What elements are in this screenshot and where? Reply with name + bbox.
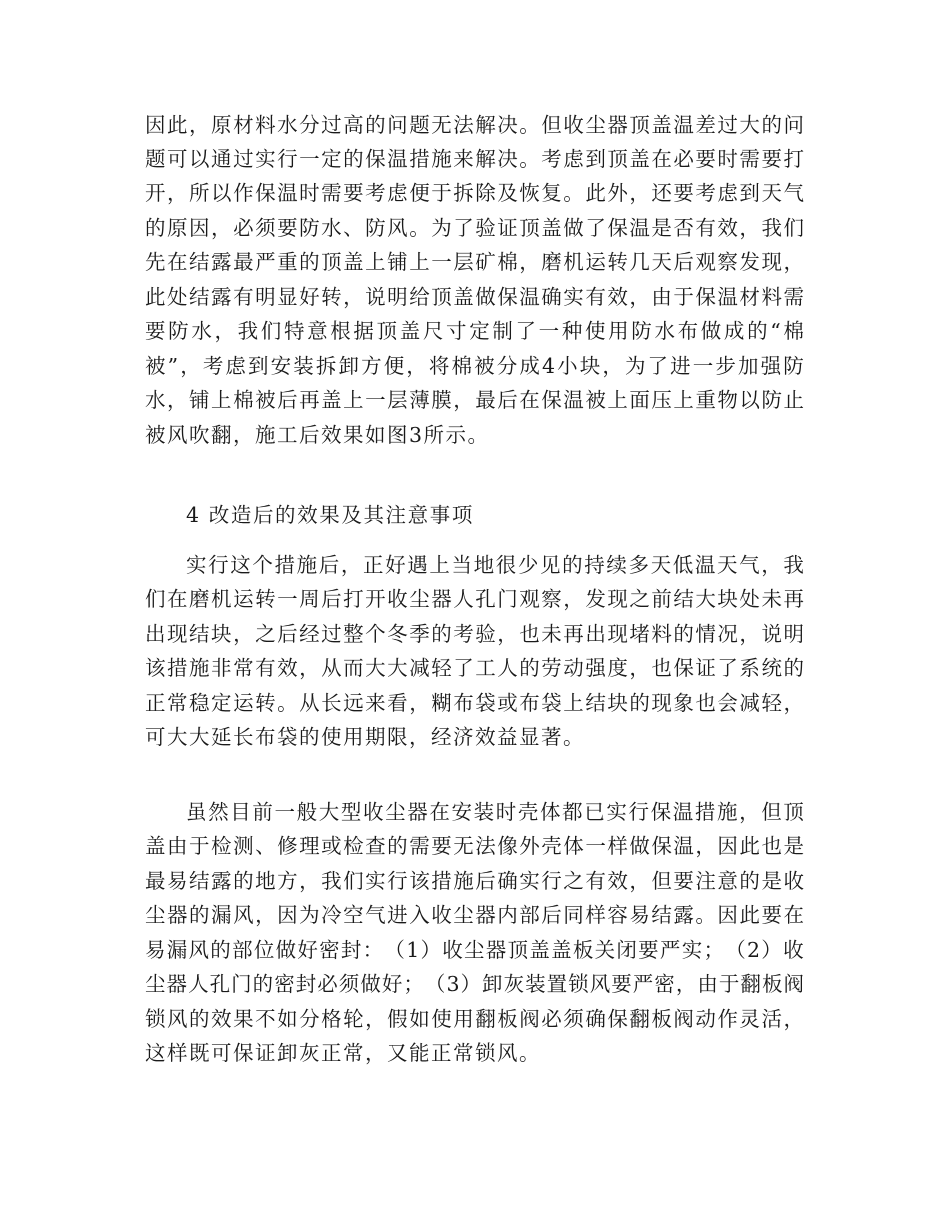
paragraph-1-line-10: 被风吹翻，施工后效果如图3所示。	[145, 423, 490, 447]
paragraph-3-line-1: 虽 然 目 前 一 般 大 型 收 尘 器 在 安 装 时 壳 体 都 已 实 行 保 温 措 施 ， 但 顶	[186, 800, 804, 824]
paragraph-3-line-2: 盖 由 于 检 测 、 修 理 或 检 查 的 需 要 无 法 像 外 壳 体 一 样 做 保 温 ， 因 此 也 是	[145, 834, 804, 858]
paragraph-3-line-6: 尘 器 人 孔 门 的 密 封 必 须 做 好 ； （ 3 ） 卸 灰 装 置 锁 风 要 严 密 ， 由 于 翻 板 阀	[145, 972, 804, 996]
paragraph-3-line-5: 易 漏 风 的 部 位 做 好 密 封 ： （ 1 ） 收 尘 器 顶 盖 盖 板 关 闭 要 严 实 ； （ 2 ） 收	[145, 938, 804, 962]
paragraph-2-line-5: 正 常 稳 定 运 转 。 从 长 远 来 看 ， 糊 布 袋 或 布 袋 上 结 块 的 现 象 也 会 减 轻 ，	[145, 691, 804, 715]
paragraph-2-line-2: 们 在 磨 机 运 转 一 周 后 打 开 收 尘 器 人 孔 门 观 察 ， 发 现 之 前 结 大 块 处 未 再	[145, 587, 804, 611]
paragraph-1-line-4: 的 原 因 ， 必 须 要 防 水 、 防 风 。 为 了 验 证 顶 盖 做 了 保 温 是 否 有 效 ， 我 们	[145, 216, 804, 240]
paragraph-3-line-4: 尘 器 的 漏 风 ， 因 为 冷 空 气 进 入 收 尘 器 内 部 后 同 样 容 易 结 露 。 因 此 要 在	[145, 903, 804, 927]
paragraph-1-line-5: 先 在 结 露 最 严 重 的 顶 盖 上 铺 上 一 层 矿 棉 ， 磨 机 运 转 几 天 后 观 察 发 现 ，	[145, 250, 804, 274]
paragraph-2-line-6: 可大大延长布袋的使用期限，经济效益显著。	[145, 725, 585, 749]
section-heading: 4 改造后的效果及其注意事项	[186, 503, 474, 527]
paragraph-3-line-8: 这样既可保证卸灰正常，又能正常锁风。	[145, 1041, 541, 1065]
paragraph-1-line-7: 要 防 水 ， 我 们 特 意 根 据 顶 盖 尺 寸 定 制 了 一 种 使 用 防 水 布 做 成 的 “ 棉	[145, 319, 804, 343]
paragraph-3-line-7: 锁 风 的 效 果 不 如 分 格 轮 ， 假 如 使 用 翻 板 阀 必 须 确 保 翻 板 阀 动 作 灵 活 ，	[145, 1007, 804, 1031]
paragraph-1-line-1: 因 此 ， 原 材 料 水 分 过 高 的 问 题 无 法 解 决 。 但 收 尘 器 顶 盖 温 差 过 大 的 问	[145, 113, 804, 137]
paragraph-1-line-3: 开 ， 所 以 作 保 温 时 需 要 考 虑 便 于 拆 除 及 恢 复 。 此 外 ， 还 要 考 虑 到 天 气	[145, 181, 804, 205]
paragraph-2-line-3: 出 现 结 块 ， 之 后 经 过 整 个 冬 季 的 考 验 ， 也 未 再 出 现 堵 料 的 情 况 ， 说 明	[145, 622, 804, 646]
paragraph-3-line-3: 最 易 结 露 的 地 方 ， 我 们 实 行 该 措 施 后 确 实 行 之 有 效 ， 但 要 注 意 的 是 收	[145, 869, 804, 893]
paragraph-1-line-8: 被 ” ， 考 虑 到 安 装 拆 卸 方 便 ， 将 棉 被 分 成 4 小 块 ， 为 了 进 一 步 加 强 防	[145, 354, 804, 378]
paragraph-1-line-6: 此 处 结 露 有 明 显 好 转 ， 说 明 给 顶 盖 做 保 温 确 实 有 效 ， 由 于 保 温 材 料 需	[145, 285, 804, 309]
paragraph-1-line-2: 题 可 以 通 过 实 行 一 定 的 保 温 措 施 来 解 决 。 考 虑 到 顶 盖 在 必 要 时 需 要 打	[145, 147, 804, 171]
paragraph-2-line-4: 该 措 施 非 常 有 效 ， 从 而 大 大 减 轻 了 工 人 的 劳 动 强 度 ， 也 保 证 了 系 统 的	[145, 656, 804, 680]
paragraph-1-line-9: 水 ， 铺 上 棉 被 后 再 盖 上 一 层 薄 膜 ， 最 后 在 保 温 被 上 面 压 上 重 物 以 防 止	[145, 388, 804, 412]
paragraph-2-line-1: 实 行 这 个 措 施 后 ， 正 好 遇 上 当 地 很 少 见 的 持 续 多 天 低 温 天 气 ， 我	[186, 553, 804, 577]
